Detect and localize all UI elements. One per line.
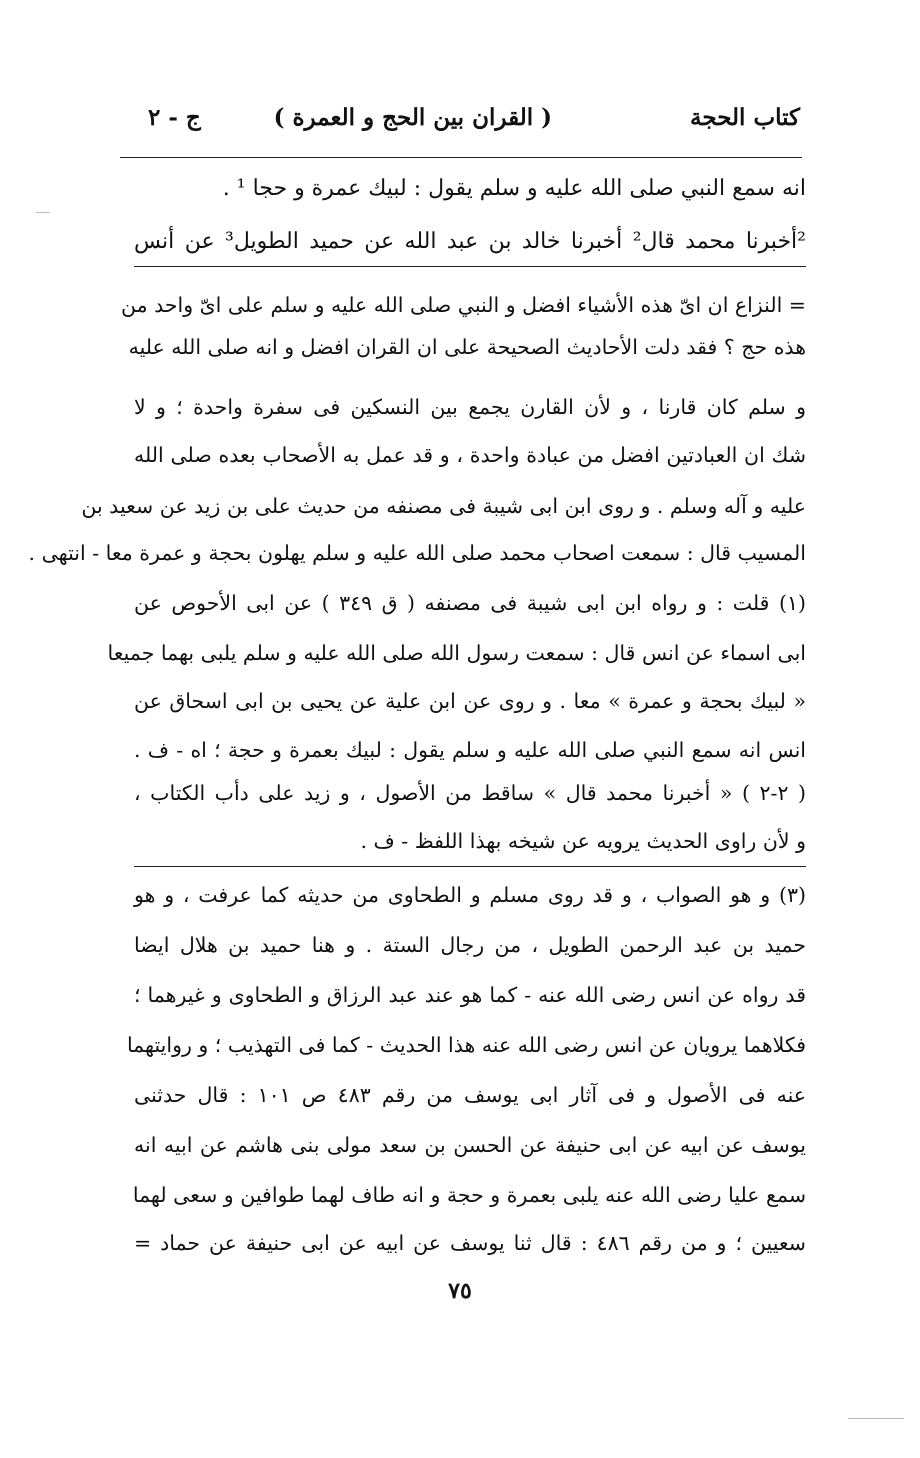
header-rule bbox=[120, 157, 802, 158]
footnote-3-line-3: قد رواه عن انس رضى الله عنه - كما هو عند عبد الرزاق و الطحاوى و غيرهما ؛ bbox=[134, 983, 806, 1007]
footnote-separator bbox=[134, 266, 806, 267]
volume-number: ج - ٢ bbox=[148, 104, 201, 131]
footnote-3-line-4: فكلاهما يرويان عن انس رضى الله عنه هذا الحديث - كما فى التهذيب ؛ و روايتهما bbox=[126, 1033, 806, 1057]
page-number: ٧٥ bbox=[448, 1278, 472, 1304]
footnote-1-line-3: « لبيك بحجة و عمرة » معا . و روى عن ابن علية عن يحيى بن ابى اسحاق عن bbox=[134, 689, 806, 713]
footnote-3-line-6: يوسف عن ابيه عن ابى حنيفة عن الحسن بن سعد مولى بنى هاشم عن ابيه انه bbox=[134, 1133, 806, 1157]
footnote-2-line-1: ( ٢-٢ ) « أخبرنا محمد قال » ساقط من الأصول ، و زيد على دأب الكتاب ، bbox=[134, 781, 807, 805]
main-text-line-1: انه سمع النبي صلى الله عليه و سلم يقول : لبيك عمرة و حجا ¹ . bbox=[222, 176, 806, 201]
footnote-3-line-2: حميد بن عبد الرحمن الطويل ، من رجال الستة . و هنا حميد بن هلال ايضا bbox=[134, 933, 806, 957]
section-title: ( القران بين الحج و العمرة ) bbox=[273, 104, 552, 131]
carryover-note-line-5: عليه و آله وسلم . و روى ابن ابى شيبة فى مصنفه من حديث على بن زيد عن سعيد بن bbox=[81, 494, 806, 518]
footnote-3-line-5: عنه فى الأصول و فى آثار ابى يوسف من رقم ٤٨٣ ص ١٠١ : قال حدثنى bbox=[134, 1083, 806, 1107]
carryover-note-line-4: شك ان العبادتين افضل من عبادة واحدة ، و قد عمل به الأصحاب بعده صلى الله bbox=[134, 443, 806, 467]
footnote-3-line-8: سعيين ؛ و من رقم ٤٨٦ : قال ثنا يوسف عن ابيه عن ابى حنيفة عن حماد = bbox=[134, 1231, 806, 1255]
carryover-note-line-2: هذه حج ؟ فقد دلت الأحاديث الصحيحة على ان القران افضل و انه صلى الله عليه bbox=[128, 335, 806, 359]
main-text-line-2: ²أخبرنا محمد قال² أخبرنا خالد بن عبد الله عن حميد الطويل³ عن أنس bbox=[134, 229, 806, 254]
carryover-note-line-6: المسيب قال : سمعت اصحاب محمد صلى الله عليه و سلم يهلون بحجة و عمرة معا - انتهى . bbox=[28, 541, 806, 565]
scan-artifact-mark bbox=[36, 212, 50, 213]
carryover-note-line-3: و سلم كان قارنا ، و لأن القارن يجمع بين النسكين فى سفرة واحدة ؛ و لا bbox=[134, 395, 806, 419]
carryover-note-line-1: = النزاع ان اىّ هذه الأشياء افضل و النبي صلى الله عليه و سلم على اىّ واحد من bbox=[120, 293, 806, 317]
footnote-1-line-1: (١) قلت : و رواه ابن ابى شيبة فى مصنفه ( ق ٣٤٩ ) عن ابى الأحوص عن bbox=[134, 591, 806, 615]
running-header bbox=[120, 100, 800, 144]
scan-artifact-line bbox=[848, 1418, 904, 1419]
footnote-3-line-1: (٣) و هو الصواب ، و قد روى مسلم و الطحاوى من حديثه كما عرفت ، و هو bbox=[134, 883, 806, 907]
footnote-1-line-2: ابى اسماء عن انس قال : سمعت رسول الله صلى الله عليه و سلم يلبى بهما جميعا bbox=[107, 641, 806, 665]
book-title: كتاب الحجة bbox=[690, 104, 800, 131]
footnote-2-line-2: و لأن راوى الحديث يرويه عن شيخه بهذا اللفظ - ف . bbox=[360, 829, 806, 853]
footnote-block-rule bbox=[134, 866, 806, 867]
footnote-1-line-4: انس انه سمع النبي صلى الله عليه و سلم يقول : لبيك بعمرة و حجة ؛ اه - ف . bbox=[134, 738, 806, 762]
footnote-3-line-7: سمع عليا رضى الله عنه يلبى بعمرة و حجة و انه طاف لهما طوافين و سعى لهما bbox=[132, 1183, 806, 1207]
